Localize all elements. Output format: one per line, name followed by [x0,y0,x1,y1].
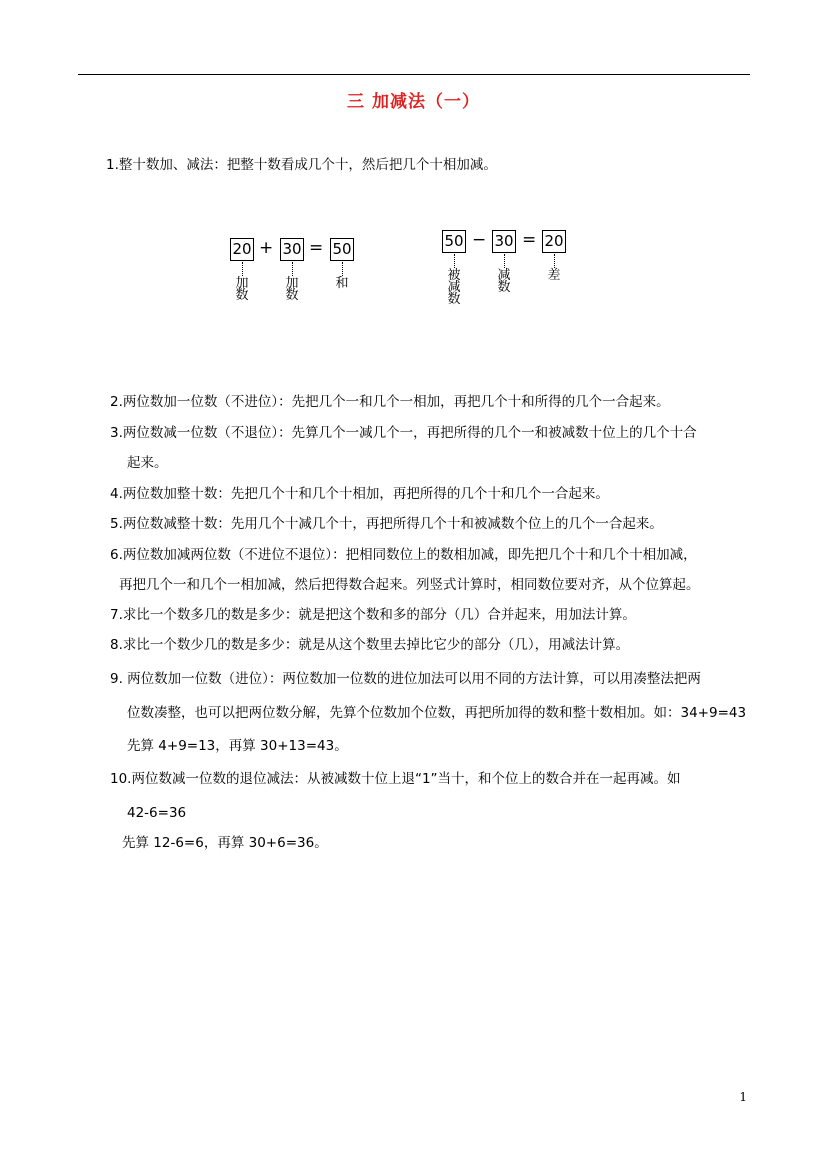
label-minuend: 被减数 [447,268,461,307]
minus-sign: − [472,230,487,250]
paragraph-1: 1.整十数加、减法：把整十数看成几个十，然后把几个十相加减。 [106,157,497,173]
label-difference: 差 [547,268,561,283]
paragraph-8: 8.求比一个数少几的数是多少：就是从这个数里去掉比它少的部分（几），用减法计算。 [110,637,630,653]
paragraph-9-line-2: 位数凑整，也可以把两位数分解，先算个位数加个位数，再把所加得的数和整十数相加。如：34+9=43 [127,705,747,721]
equals-sign: = [522,230,537,250]
dotted-connector [554,254,557,268]
subtrahend-box: 30 [492,230,516,253]
paragraph-7: 7.求比一个数多几的数是多少：就是把这个数和多的部分（几）合并起来，用加法计算。 [110,607,636,623]
difference-box: 20 [542,230,566,253]
equals-sign: = [309,238,324,258]
header-rule [78,74,750,75]
plus-sign: + [259,238,274,258]
label-subtrahend: 减数 [497,268,511,295]
dotted-connector [242,262,245,276]
paragraph-2: 2.两位数加一位数（不进位）：先把几个一和几个一相加，再把几个十和所得的几个一合起来。 [110,394,670,410]
label-addend-1: 加数 [235,276,249,303]
paragraph-10-line-2: 42-6=36 [127,805,187,821]
minuend-box: 50 [442,230,466,253]
paragraph-9-line-1: 9. 两位数加一位数（进位）：两位数加一位数的进位加法可以用不同的方法计算，可以用凑整法把两 [110,671,701,687]
paragraph-3-line-2: 起来。 [127,455,168,471]
label-addend-2: 加数 [285,276,299,303]
sum-box: 50 [330,238,354,261]
paragraph-5: 5.两位数减整十数：先用几个十减几个十，再把所得几个十和被减数个位上的几个一合起来。 [110,516,663,532]
paragraph-4: 4.两位数加整十数：先把几个十和几个十相加，再把所得的几个十和几个一合起来。 [110,486,609,502]
dotted-connector [292,262,295,276]
dotted-connector [342,262,345,276]
label-sum: 和 [335,276,349,291]
dotted-connector [454,254,457,268]
page-number: 1 [739,1090,747,1104]
page-title: 三 加减法（一） [347,92,480,112]
paragraph-3-line-1: 3.两位数减一位数（不退位）：先算几个一减几个一，再把所得的几个一和被减数十位上的几个十合 [110,425,697,441]
dotted-connector [504,254,507,268]
addend-2-box: 30 [280,238,304,261]
paragraph-9-line-3: 先算 4+9=13，再算 30+13=43。 [127,738,348,754]
paragraph-10-line-3: 先算 12-6=6，再算 30+6=36。 [122,835,328,851]
addend-1-box: 20 [230,238,254,261]
paragraph-10-line-1: 10.两位数减一位数的退位减法：从被减数十位上退“1”当十，和个位上的数合并在一起再减。如 [110,771,681,787]
paragraph-6-line-1: 6.两位数加减两位数（不进位不退位）：把相同数位上的数相加减，即先把几个十和几个十相加减， [110,547,697,563]
paragraph-6-line-2: 再把几个一和几个一相加减，然后把得数合起来。列竖式计算时，相同数位要对齐，从个位算起。 [119,577,700,593]
